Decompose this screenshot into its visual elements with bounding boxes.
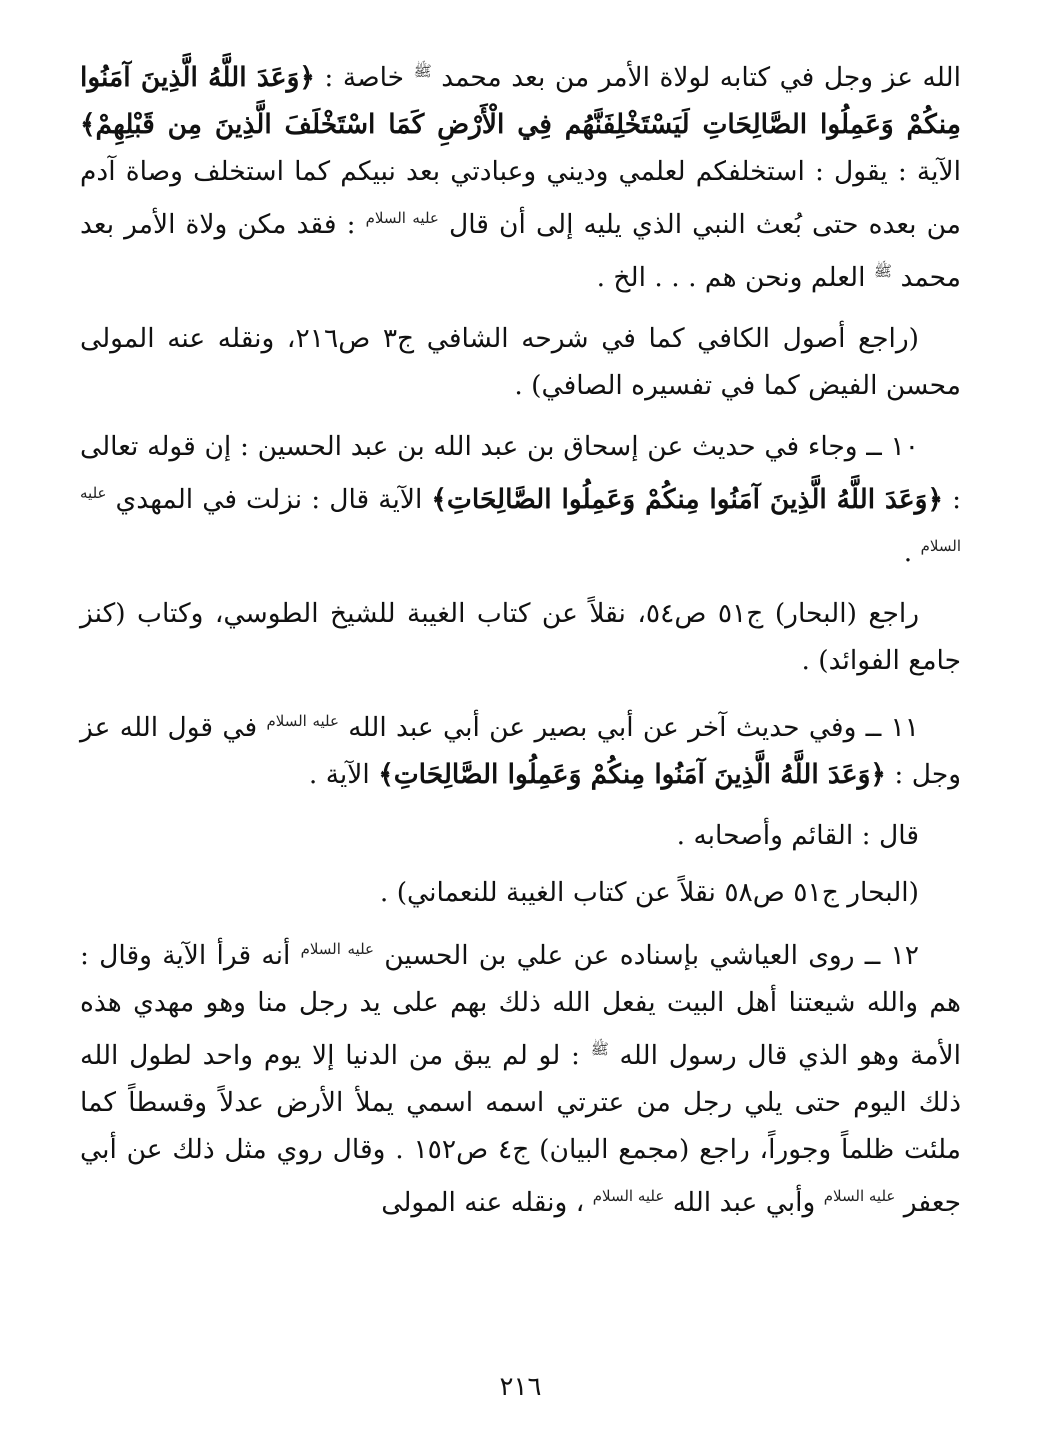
quran-verse: ﴿وَعَدَ اللَّهُ الَّذِينَ آمَنُوا مِنكُمْ وَعَمِلُوا الصَّالِحَاتِ﴾ <box>378 759 886 790</box>
honorific-mark: عليه السلام <box>80 484 961 555</box>
text: الآية : يقول : استخلفكم لعلمي وديني وعبادتي بعد نبيكم كما استخلف وصاة آدم من بعده حتى بُعث النبي الذي يليه إلى أن قال <box>80 156 961 240</box>
hadith-12 <box>80 926 961 1226</box>
honorific-mark: عليه السلام <box>823 1187 896 1205</box>
text: وأبي عبد الله <box>664 1187 824 1218</box>
reference-paragraph: (راجع أصول الكافي كما في شرحه الشافي ج٣ ص٢١٦، ونقله عنه المولى محسن الفيض كما في تفسيره الصافي) . <box>80 323 961 401</box>
text: ، ونقله عنه المولى <box>381 1187 593 1218</box>
reference-paragraph: (البحار ج٥١ ص٥٨ نقلاً عن كتاب الغيبة للنعماني) . <box>379 877 919 908</box>
honorific-mark: عليه السلام <box>365 209 439 227</box>
text: : فقد مكن ولاة الأمر بعد محمد <box>80 209 961 293</box>
hadith-10 <box>80 423 961 576</box>
page-number: ٢١٦ <box>499 1372 542 1402</box>
text: الآية قال : نزلت في المهدي <box>106 484 432 515</box>
text: الله عز وجل في كتابه لولاة الأمر من بعد محمد <box>431 62 961 93</box>
text: خاصة : <box>314 62 414 93</box>
quote-paragraph: قال : القائم وأصحابه . <box>676 820 919 851</box>
honorific-mark: عليه السلام <box>592 1187 665 1205</box>
text: ١٢ ــ روى العياشي بإسناده عن علي بن الحسين <box>373 940 919 971</box>
honorific-mark: ﷺ <box>413 62 432 80</box>
text: العلم ونحن هم . . . الخ . <box>596 262 874 293</box>
honorific-mark: عليه السلام <box>300 940 374 958</box>
honorific-mark: عليه السلام <box>266 712 339 730</box>
page-body <box>80 48 961 1240</box>
honorific-mark: ﷺ <box>590 1040 609 1058</box>
hadith-11 <box>80 698 961 798</box>
text: أنه قرأ الآية وقال : هم والله شيعتنا أهل البيت يفعل الله ذلك بهم على يد رجل منا وهو مهدي هذه الأمة وهو الذي قال رسول الله <box>80 940 961 1071</box>
text: : لو لم يبق من الدنيا إلا يوم واحد لطول الله ذلك اليوم حتى يلي رجل من عترتي اسمه اسمي يملأ الأرض عدلاً وقسطاً كما ملئت ظلماً وجوراً، راجع (مجمع البيان) ج٤ ص١٥٢ . وقال روي مثل ذلك عن أبي جعفر <box>80 1040 961 1218</box>
text: ١٠ ــ وجاء في حديث عن إسحاق بن عبد الله بن عبد الحسين : إن قوله تعالى : <box>80 431 961 515</box>
honorific-mark: ﷺ <box>873 262 893 280</box>
paragraph-1 <box>80 48 961 301</box>
text: ١١ ــ وفي حديث آخر عن أبي بصير عن أبي عبد الله <box>338 712 919 743</box>
quran-verse: ﴿وَعَدَ اللَّهُ الَّذِينَ آمَنُوا مِنكُمْ وَعَمِلُوا الصَّالِحَاتِ﴾ <box>431 484 943 515</box>
text: . <box>903 537 921 568</box>
text: في قول الله عز وجل : <box>80 712 961 790</box>
text: الآية . <box>308 759 379 790</box>
quran-verse: ﴿وَعَدَ اللَّهُ الَّذِينَ آمَنُوا مِنكُمْ وَعَمِلُوا الصَّالِحَاتِ لَيَسْتَخْلِفَنَّهُم فِي الْأَرْضِ كَمَا اسْتَخْلَفَ الَّذِينَ مِن قَبْلِهِمْ﴾ <box>80 62 961 140</box>
reference-paragraph: راجع (البحار) ج٥١ ص٥٤، نقلاً عن كتاب الغيبة للشيخ الطوسي، وكتاب (كنز جامع الفوائد) . <box>80 598 961 676</box>
